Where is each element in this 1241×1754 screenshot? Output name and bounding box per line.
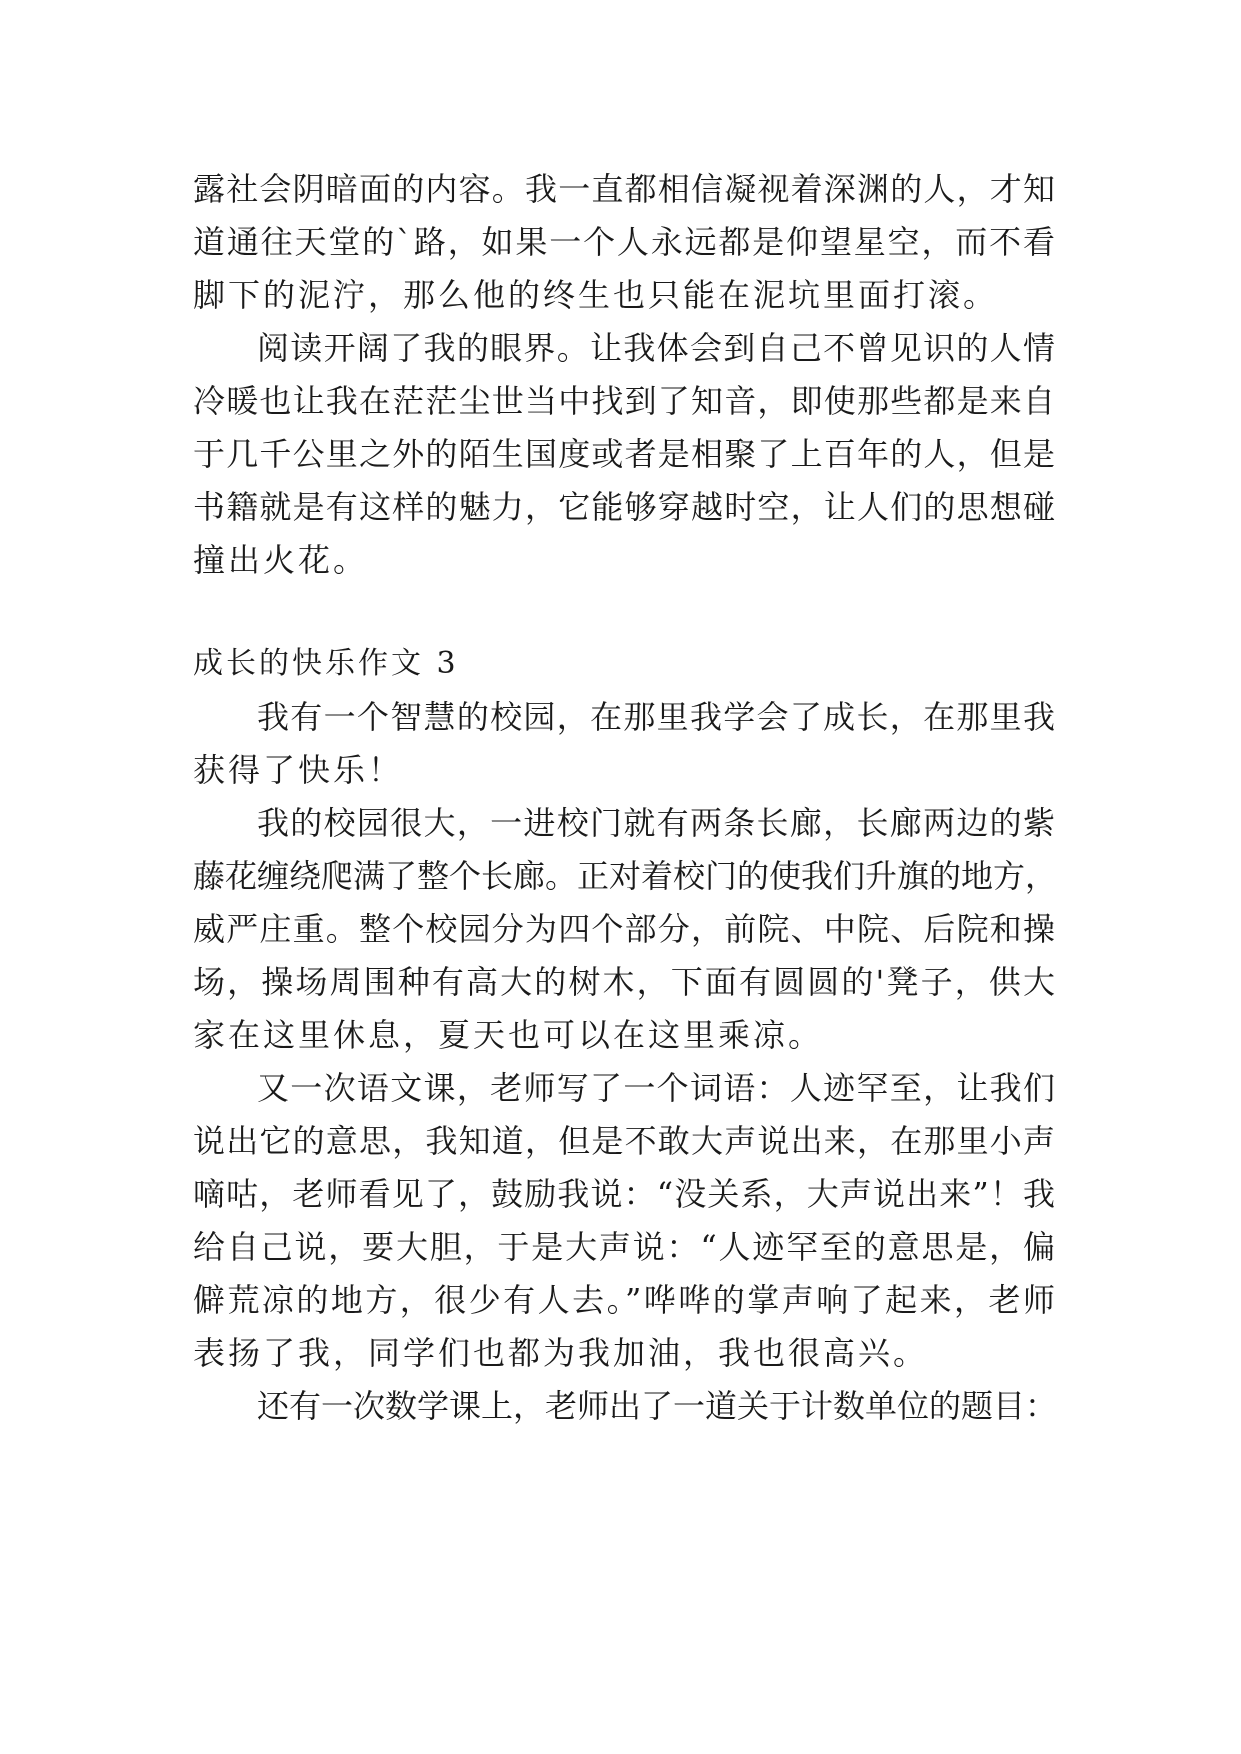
paragraph-line: 我有一个智慧的校园，在那里我学会了成长，在那里我 xyxy=(257,698,1055,736)
paragraph-line: 藤花缠绕爬满了整个长廊。正对着校门的使我们升旗的地方， xyxy=(193,857,1058,895)
paragraph-line: 道通往天堂的`路，如果一个人永远都是仰望星空，而不看 xyxy=(193,223,1055,261)
paragraph-line: 我的校园很大，一进校门就有两条长廊，长廊两边的紫 xyxy=(257,804,1055,842)
paragraph-line: 阅读开阔了我的眼界。让我体会到自己不曾见识的人情 xyxy=(257,329,1055,367)
paragraph-line: 说出它的意思，我知道，但是不敢大声说出来，在那里小声 xyxy=(193,1122,1055,1160)
paragraph-line: 嘀咕，老师看见了，鼓励我说：“没关系，大声说出来”！我 xyxy=(193,1175,1055,1213)
paragraph-line: 书籍就是有这样的魅力，它能够穿越时空，让人们的思想碰 xyxy=(193,488,1055,526)
paragraph-line: 威严庄重。整个校园分为四个部分，前院、中院、后院和操 xyxy=(193,910,1055,948)
paragraph-line: 家在这里休息，夏天也可以在这里乘凉。 xyxy=(193,1016,824,1054)
paragraph-line: 表扬了我，同学们也都为我加油，我也很高兴。 xyxy=(193,1334,929,1372)
paragraph-line: 冷暖也让我在茫茫尘世当中找到了知音，即使那些都是来自 xyxy=(193,382,1055,420)
paragraph-line: 僻荒凉的地方，很少有人去。”哗哗的掌声响了起来，老师 xyxy=(193,1281,1055,1319)
paragraph-line: 获得了快乐！ xyxy=(193,751,404,789)
paragraph-line: 还有一次数学课上，老师出了一道关于计数单位的题目： xyxy=(257,1387,1058,1425)
paragraph-line: 场，操场周围种有高大的树木，下面有圆圆的'凳子，供大 xyxy=(193,963,1055,1001)
paragraph-line: 露社会阴暗面的内容。我一直都相信凝视着深渊的人，才知 xyxy=(193,170,1055,208)
paragraph-line: 于几千公里之外的陌生国度或者是相聚了上百年的人，但是 xyxy=(193,435,1055,473)
paragraph-line: 又一次语文课，老师写了一个词语：人迹罕至，让我们 xyxy=(257,1069,1055,1107)
paragraph-line: 脚下的泥泞，那么他的终生也只能在泥坑里面打滚。 xyxy=(193,276,999,314)
section-title: 成长的快乐作文 3 xyxy=(193,646,459,681)
paragraph-line: 撞出火花。 xyxy=(193,541,369,579)
paragraph-line: 给自己说，要大胆，于是大声说：“人迹罕至的意思是，偏 xyxy=(193,1228,1055,1266)
